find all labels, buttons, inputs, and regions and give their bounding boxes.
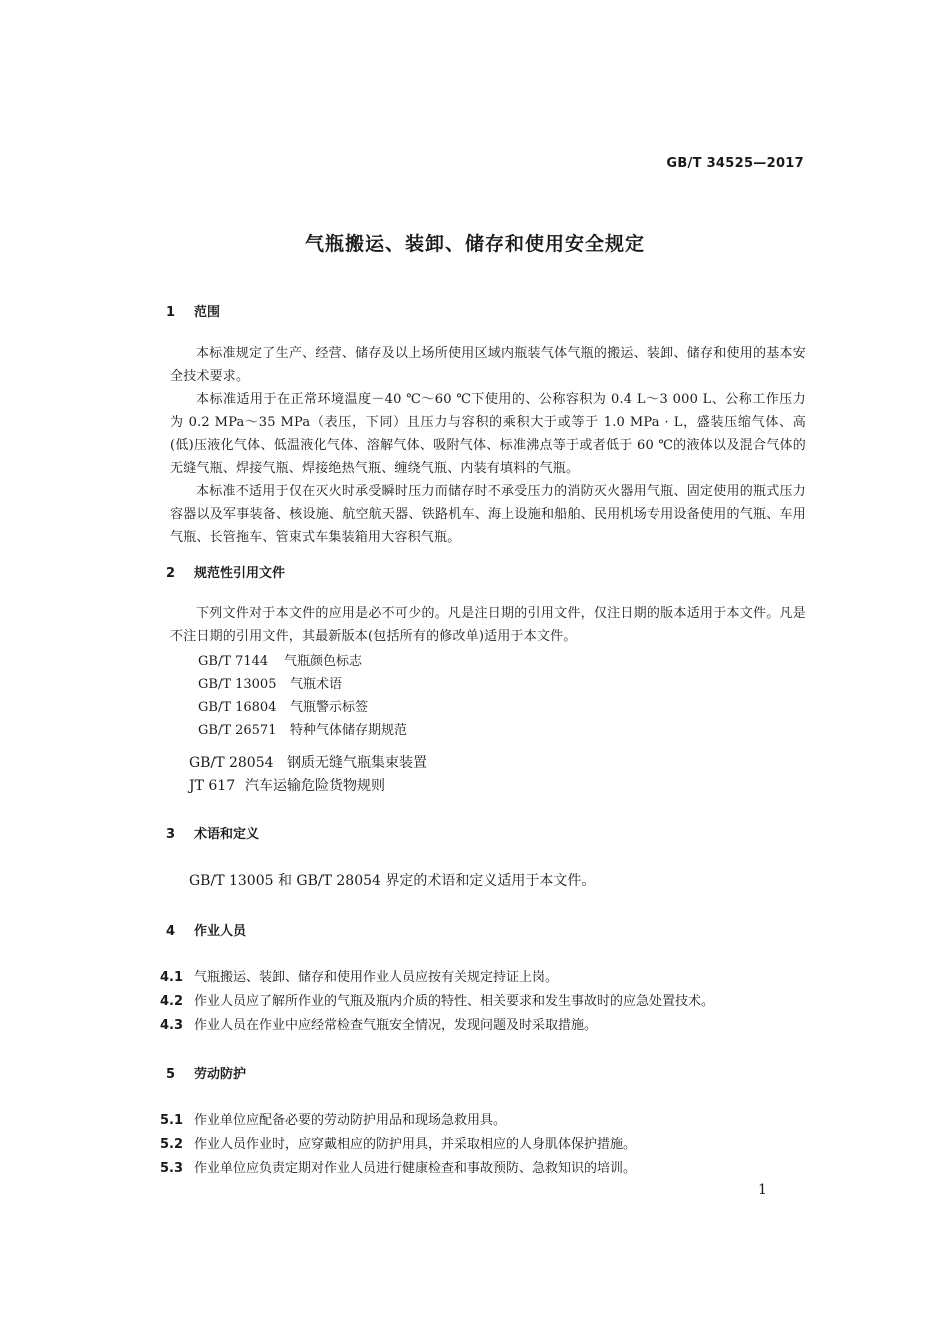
paragraph: GB/T 13005 和 GB/T 28054 界定的术语和定义适用于本文件。 <box>189 873 596 889</box>
reference-code: GB/T 7144 <box>198 654 269 669</box>
section-heading-4 <box>166 920 246 939</box>
reference-item <box>198 719 407 738</box>
section-heading-3 <box>166 823 259 842</box>
reference-code: GB/T 16804 <box>198 700 277 715</box>
clause-item <box>160 1157 636 1176</box>
clause-item <box>160 1014 597 1033</box>
clause-item <box>160 1109 506 1128</box>
clause-text: 气瓶搬运、装卸、储存和使用作业人员应按有关规定持证上岗。 <box>194 970 559 985</box>
clause-item <box>160 990 714 1009</box>
reference-code: GB/T 28054 <box>189 755 274 771</box>
clause-text: 作业人员应了解所作业的气瓶及瓶内介质的特性、相关要求和发生事故时的应急处置技术。 <box>194 994 715 1009</box>
paragraph: 本标准适用于在正常环境温度－40 ℃～60 ℃下使用的、公称容积为 0.4 L～3 000 L、公称工作压力为 0.2 MPa～35 MPa（表压，下同）且压力与容积的乘积大于或等于 1.0 MPa · L，盛装压缩气体、高(低)压液化气体、低温液化气体、溶解气体、吸附气体、标准沸点等于或者低于 60 ℃的液体以及混合气体的无缝气瓶、焊接气瓶、焊接绝热气瓶、缠绕气瓶、内装有填料的气瓶。 <box>170 392 806 476</box>
reference-name: 特种气体储存期规范 <box>290 723 408 738</box>
section-number: 1 <box>166 305 176 320</box>
section-title: 术语和定义 <box>194 827 260 842</box>
clause-item <box>160 1133 636 1152</box>
paragraph: 本标准规定了生产、经营、储存及以上场所使用区域内瓶装气体气瓶的搬运、装卸、储存和使用的基本安全技术要求。 <box>170 346 806 384</box>
reference-code: GB/T 13005 <box>198 677 277 692</box>
clause-number: 4.1 <box>160 970 184 985</box>
reference-code: GB/T 26571 <box>198 723 277 738</box>
section-heading-5 <box>166 1063 246 1082</box>
section-heading-2 <box>166 562 285 581</box>
section-title: 劳动防护 <box>194 1067 247 1082</box>
clause-number: 5.3 <box>160 1161 184 1176</box>
reference-name: 气瓶颜色标志 <box>284 654 363 669</box>
reference-name: 气瓶术语 <box>290 677 343 692</box>
section-number: 2 <box>166 566 176 581</box>
reference-name: 气瓶警示标签 <box>290 700 369 715</box>
clause-item <box>160 966 558 985</box>
reference-item <box>189 775 385 795</box>
paragraph: 下列文件对于本文件的应用是必不可少的。凡是注日期的引用文件，仅注日期的版本适用于本文件。凡是不注日期的引用文件，其最新版本(包括所有的修改单)适用于本文件。 <box>170 606 806 644</box>
clause-number: 4.3 <box>160 1018 184 1033</box>
section-number: 5 <box>166 1067 176 1082</box>
clause-text: 作业人员在作业中应经常检查气瓶安全情况，发现问题及时采取措施。 <box>194 1018 598 1033</box>
reference-code: JT 617 <box>189 778 236 794</box>
reference-name: 汽车运输危险货物规则 <box>245 778 385 794</box>
reference-item <box>198 673 342 692</box>
section-heading-1 <box>166 301 220 320</box>
page-number: 1 <box>758 1182 767 1198</box>
clause-text: 作业单位应配备必要的劳动防护用品和现场急救用具。 <box>194 1113 507 1128</box>
section-number: 3 <box>166 827 176 842</box>
section-title: 作业人员 <box>194 924 247 939</box>
reference-item <box>189 752 427 772</box>
clause-number: 5.1 <box>160 1113 184 1128</box>
reference-name: 钢质无缝气瓶集束装置 <box>287 755 427 771</box>
clause-text: 作业单位应负责定期对作业人员进行健康检查和事故预防、急救知识的培训。 <box>194 1161 637 1176</box>
section-title: 范围 <box>194 305 221 320</box>
section-title: 规范性引用文件 <box>194 566 286 581</box>
standard-number: GB/T 34525—2017 <box>666 156 804 171</box>
paragraph: 本标准不适用于仅在灭火时承受瞬时压力而储存时不承受压力的消防灭火器用气瓶、固定使用的瓶式压力容器以及军事装备、核设施、航空航天器、铁路机车、海上设施和船舶、民用机场专用设备使用的气瓶、车用气瓶、长管拖车、管束式车集装箱用大容积气瓶。 <box>170 484 806 545</box>
section-number: 4 <box>166 924 176 939</box>
reference-item <box>198 650 362 669</box>
document-title: 气瓶搬运、装卸、储存和使用安全规定 <box>304 233 645 255</box>
clause-number: 4.2 <box>160 994 184 1009</box>
clause-number: 5.2 <box>160 1137 184 1152</box>
clause-text: 作业人员作业时，应穿戴相应的防护用具，并采取相应的人身肌体保护措施。 <box>194 1137 637 1152</box>
reference-item <box>198 696 368 715</box>
